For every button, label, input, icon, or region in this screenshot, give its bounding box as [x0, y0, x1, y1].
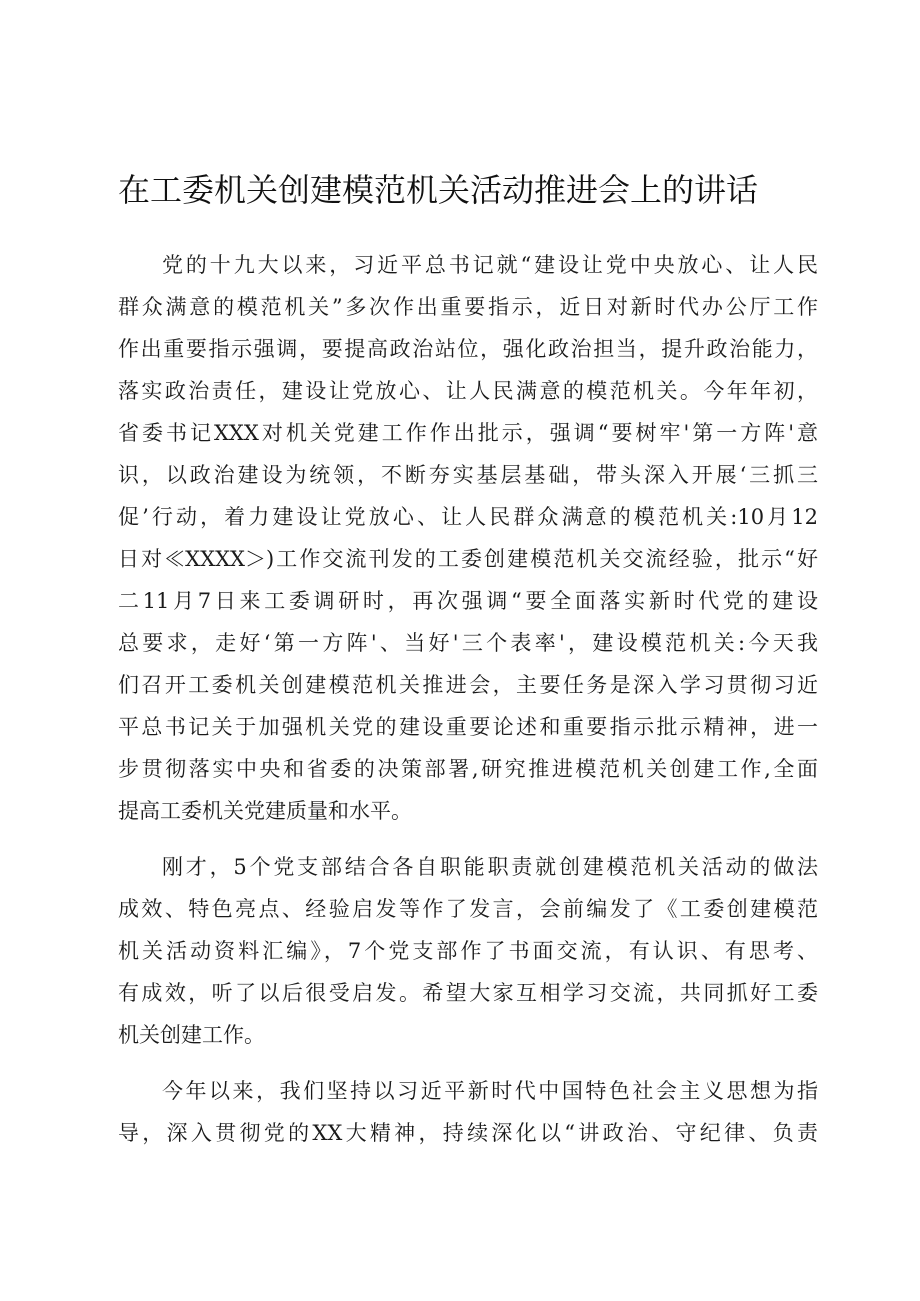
text-line: 作出重要指示强调，要提高政治站位，强化政治担当，提升政治能力，	[118, 337, 818, 361]
text-line: 群众满意的模范机关”多次作出重要指示，近日对新时代办公厅工作	[118, 295, 818, 319]
text-line: 机关活动资料汇编》，7个党支部作了书面交流，有认识、有思考、	[118, 939, 818, 963]
text-line: 有成效，听了以后很受启发。希望大家互相学习交流，共同抓好工委	[118, 981, 818, 1005]
text-line: 成效、特色亮点、经验启发等作了发言，会前编发了《工委创建模范	[118, 897, 818, 921]
text-line: 导，深入贯彻党的XX大精神，持续深化以“讲政治、守纪律、负责	[118, 1121, 818, 1145]
document-title: 在工委机关创建模范机关活动推进会上的讲话	[118, 171, 759, 209]
text-line: 二11月7日来工委调研时，再次强调“要全面落实新时代党的建设	[118, 589, 818, 613]
text-line: 提高工委机关党建质量和水平。	[118, 799, 412, 823]
paragraph-3	[118, 1070, 818, 1154]
document-body	[118, 244, 818, 1168]
text-line: 总要求，走好‘第一方阵'、当好'三个表率'，建设模范机关:今天我	[118, 631, 818, 655]
paragraph-1	[118, 244, 818, 832]
text-line: 步贯彻落实中央和省委的决策部署,研究推进模范机关创建工作,全面	[118, 757, 818, 781]
text-line: 识，以政治建设为统领，不断夯实基层基础，带头深入开展‘三抓三	[118, 463, 818, 487]
text-line: 落实政治责任，建设让党放心、让人民满意的模范机关。今年年初，	[118, 379, 818, 403]
paragraph-2	[118, 846, 818, 1056]
text-line: 们召开工委机关创建模范机关推进会，主要任务是深入学习贯彻习近	[118, 673, 818, 697]
text-line: 党的十九大以来，习近平总书记就“建设让党中央放心、让人民	[162, 253, 818, 277]
text-line: 今年以来，我们坚持以习近平新时代中国特色社会主义思想为指	[162, 1079, 818, 1103]
text-line: 促’行动，着力建设让党放心、让人民群众满意的模范机关:10月12	[118, 505, 818, 529]
text-line: 刚才，5个党支部结合各自职能职责就创建模范机关活动的做法	[162, 855, 818, 879]
text-line: 平总书记关于加强机关党的建设重要论述和重要指示批示精神，进一	[118, 715, 818, 739]
text-line: 日对≪XXXX＞)工作交流刊发的工委创建模范机关交流经验，批示“好	[118, 547, 818, 571]
text-line: 省委书记XXX对机关党建工作作出批示，强调“要树牢'第一方阵'意	[118, 421, 818, 445]
text-line: 机关创建工作。	[118, 1023, 265, 1047]
